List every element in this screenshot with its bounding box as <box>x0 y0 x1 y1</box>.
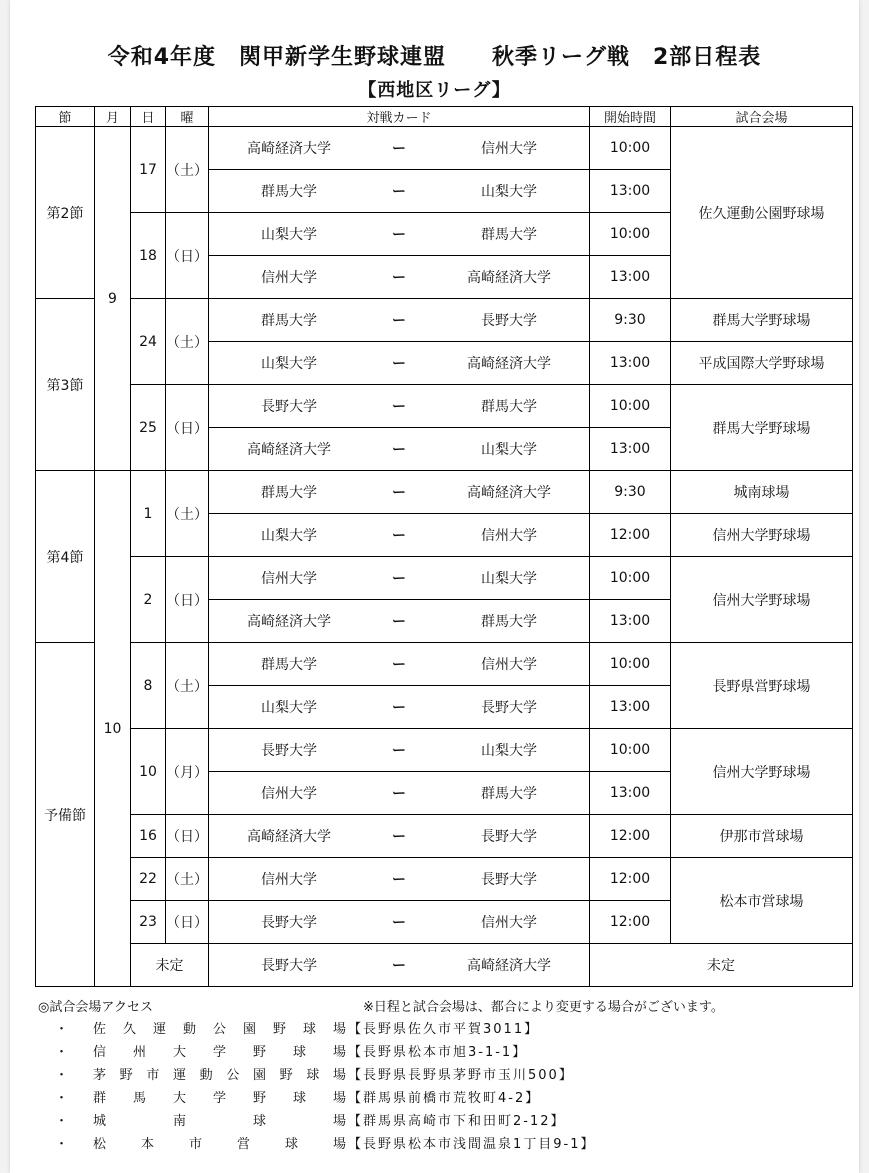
venue-cell: 信州大学野球場 <box>671 729 853 815</box>
away-team: 信州大学 <box>481 915 537 931</box>
match-card <box>209 170 590 213</box>
home-team: 高崎経済大学 <box>247 829 331 845</box>
weekday-cell: （月） <box>166 729 209 815</box>
home-team: 山梨大学 <box>261 227 317 243</box>
start-time: 13:00 <box>590 686 671 729</box>
match-card <box>209 901 590 944</box>
setsu-cell: 第3節 <box>36 299 95 471</box>
start-time: 12:00 <box>590 815 671 858</box>
vs-dash: ー <box>392 614 406 630</box>
month-cell: 10 <box>95 471 131 987</box>
start-time: 9:30 <box>590 299 671 342</box>
away-team: 長野大学 <box>481 829 537 845</box>
weekday-cell: （日） <box>166 815 209 858</box>
table-row <box>36 557 853 600</box>
day-cell: 25 <box>131 385 166 471</box>
match-card <box>209 643 590 686</box>
header-card: 対戦カード <box>209 107 590 127</box>
vs-dash: ー <box>392 485 406 501</box>
match-card <box>209 385 590 428</box>
away-team: 信州大学 <box>481 141 537 157</box>
start-time: 13:00 <box>590 170 671 213</box>
venue-name: 城南球場 <box>93 1114 348 1129</box>
start-time: 13:00 <box>590 428 671 471</box>
table-row <box>36 944 853 987</box>
vs-dash: ー <box>392 657 406 673</box>
venue-address: 【長野県松本市旭3-1-1】 <box>348 1045 528 1060</box>
match-card <box>209 557 590 600</box>
match-card <box>209 944 590 987</box>
list-item <box>55 1018 596 1041</box>
start-time: 13:00 <box>590 600 671 643</box>
day-cell: 23 <box>131 901 166 944</box>
header-weekday: 曜 <box>166 107 209 127</box>
venue-cell: 平成国際大学野球場 <box>671 342 853 385</box>
venue-address: 【長野県長野県茅野市玉川500】 <box>348 1068 574 1083</box>
match-card <box>209 514 590 557</box>
vs-dash: ー <box>392 184 406 200</box>
weekday-cell: （日） <box>166 557 209 643</box>
table-row <box>36 385 853 428</box>
weekday-cell: （土） <box>166 471 209 557</box>
list-item <box>55 1133 596 1156</box>
away-team: 信州大学 <box>481 528 537 544</box>
header-setsu: 節 <box>36 107 95 127</box>
vs-dash: ー <box>392 700 406 716</box>
away-team: 群馬大学 <box>481 227 537 243</box>
home-team: 高崎経済大学 <box>247 614 331 630</box>
weekday-cell: （日） <box>166 901 209 944</box>
table-row <box>36 299 853 342</box>
venue-cell: 群馬大学野球場 <box>671 385 853 471</box>
day-cell: 22 <box>131 858 166 901</box>
start-time: 12:00 <box>590 858 671 901</box>
venue-address: 【長野県佐久市平賀3011】 <box>348 1022 540 1037</box>
away-team: 高崎経済大学 <box>467 356 551 372</box>
match-card <box>209 213 590 256</box>
day-cell: 17 <box>131 127 166 213</box>
venue-address: 【群馬県前橋市荒牧町4-2】 <box>348 1091 541 1106</box>
header-venue: 試合会場 <box>671 107 853 127</box>
vs-dash: ー <box>392 829 406 845</box>
table-row <box>36 127 853 170</box>
venue-access-list <box>55 1018 596 1156</box>
bullet: ・ <box>55 1045 69 1060</box>
away-team: 群馬大学 <box>481 399 537 415</box>
day-cell: 未定 <box>131 944 209 987</box>
day-cell: 18 <box>131 213 166 299</box>
start-time: 12:00 <box>590 901 671 944</box>
setsu-cell: 第4節 <box>36 471 95 643</box>
start-time: 未定 <box>590 944 853 987</box>
start-time: 10:00 <box>590 127 671 170</box>
table-row <box>36 858 853 901</box>
venue-address: 【群馬県高崎市下和田町2-12】 <box>348 1114 566 1129</box>
away-team: 高崎経済大学 <box>467 485 551 501</box>
match-card <box>209 772 590 815</box>
weekday-cell: （土） <box>166 858 209 901</box>
match-card <box>209 256 590 299</box>
away-team: 群馬大学 <box>481 786 537 802</box>
header-start-time: 開始時間 <box>590 107 671 127</box>
day-cell: 24 <box>131 299 166 385</box>
table-row <box>36 471 853 514</box>
match-card <box>209 858 590 901</box>
home-team: 群馬大学 <box>261 184 317 200</box>
home-team: 山梨大学 <box>261 356 317 372</box>
vs-dash: ー <box>392 399 406 415</box>
vs-dash: ー <box>392 872 406 888</box>
home-team: 信州大学 <box>261 270 317 286</box>
change-notice: ※日程と試合会場は、都合により変更する場合がございます。 <box>363 1000 724 1015</box>
vs-dash: ー <box>392 141 406 157</box>
vs-dash: ー <box>392 915 406 931</box>
match-card <box>209 686 590 729</box>
home-team: 信州大学 <box>261 872 317 888</box>
venue-cell: 城南球場 <box>671 471 853 514</box>
access-heading: ◎試合会場アクセス <box>38 1000 153 1015</box>
match-card <box>209 428 590 471</box>
start-time: 10:00 <box>590 385 671 428</box>
home-team: 山梨大学 <box>261 700 317 716</box>
venue-cell: 信州大学野球場 <box>671 557 853 643</box>
venue-cell: 伊那市営球場 <box>671 815 853 858</box>
weekday-cell: （土） <box>166 127 209 213</box>
list-item <box>55 1064 596 1087</box>
start-time: 13:00 <box>590 342 671 385</box>
bullet: ・ <box>55 1114 69 1129</box>
start-time: 13:00 <box>590 772 671 815</box>
day-cell: 1 <box>131 471 166 557</box>
match-card <box>209 299 590 342</box>
venue-cell: 松本市営球場 <box>671 858 853 944</box>
away-team: 長野大学 <box>481 872 537 888</box>
weekday-cell: （土） <box>166 299 209 385</box>
home-team: 信州大学 <box>261 786 317 802</box>
match-card <box>209 815 590 858</box>
header-month: 月 <box>95 107 131 127</box>
table-header-row <box>36 107 853 127</box>
setsu-cell: 予備節 <box>36 643 95 987</box>
away-team: 山梨大学 <box>481 743 537 759</box>
weekday-cell: （日） <box>166 385 209 471</box>
venue-name: 信州大学野球場 <box>93 1045 348 1060</box>
weekday-cell: （日） <box>166 213 209 299</box>
vs-dash: ー <box>392 528 406 544</box>
vs-dash: ー <box>392 958 406 974</box>
start-time: 10:00 <box>590 643 671 686</box>
match-card <box>209 342 590 385</box>
bullet: ・ <box>55 1091 69 1106</box>
schedule-table <box>35 106 853 987</box>
away-team: 山梨大学 <box>481 442 537 458</box>
vs-dash: ー <box>392 743 406 759</box>
bullet: ・ <box>55 1068 69 1083</box>
day-cell: 2 <box>131 557 166 643</box>
match-card <box>209 600 590 643</box>
venue-cell: 信州大学野球場 <box>671 514 853 557</box>
away-team: 山梨大学 <box>481 184 537 200</box>
away-team: 群馬大学 <box>481 614 537 630</box>
venue-name: 茅野市運動公園野球場 <box>93 1068 348 1083</box>
venue-name: 佐久運動公園野球場 <box>93 1022 348 1037</box>
vs-dash: ー <box>392 442 406 458</box>
away-team: 高崎経済大学 <box>467 270 551 286</box>
day-cell: 10 <box>131 729 166 815</box>
setsu-cell: 第2節 <box>36 127 95 299</box>
away-team: 長野大学 <box>481 313 537 329</box>
start-time: 10:00 <box>590 557 671 600</box>
day-cell: 16 <box>131 815 166 858</box>
weekday-cell: （土） <box>166 643 209 729</box>
away-team: 高崎経済大学 <box>467 958 551 974</box>
list-item <box>55 1087 596 1110</box>
start-time: 9:30 <box>590 471 671 514</box>
vs-dash: ー <box>392 227 406 243</box>
venue-cell: 群馬大学野球場 <box>671 299 853 342</box>
home-team: 長野大学 <box>261 399 317 415</box>
vs-dash: ー <box>392 313 406 329</box>
header-day: 日 <box>131 107 166 127</box>
table-row <box>36 815 853 858</box>
vs-dash: ー <box>392 356 406 372</box>
page-title: 令和4年度 関甲新学生野球連盟 秋季リーグ戦 2部日程表 <box>107 45 762 70</box>
page-subtitle: 【西地区リーグ】 <box>358 80 511 101</box>
table-row <box>36 643 853 686</box>
list-item <box>55 1041 596 1064</box>
home-team: 群馬大学 <box>261 313 317 329</box>
bullet: ・ <box>55 1022 69 1037</box>
away-team: 信州大学 <box>481 657 537 673</box>
home-team: 長野大学 <box>261 743 317 759</box>
away-team: 長野大学 <box>481 700 537 716</box>
vs-dash: ー <box>392 270 406 286</box>
start-time: 13:00 <box>590 256 671 299</box>
start-time: 10:00 <box>590 213 671 256</box>
vs-dash: ー <box>392 571 406 587</box>
home-team: 群馬大学 <box>261 485 317 501</box>
away-team: 山梨大学 <box>481 571 537 587</box>
home-team: 高崎経済大学 <box>247 141 331 157</box>
match-card <box>209 729 590 772</box>
home-team: 高崎経済大学 <box>247 442 331 458</box>
bullet: ・ <box>55 1137 69 1152</box>
venue-name: 松本市営球場 <box>93 1137 348 1152</box>
home-team: 長野大学 <box>261 915 317 931</box>
home-team: 群馬大学 <box>261 657 317 673</box>
home-team: 長野大学 <box>261 958 317 974</box>
home-team: 山梨大学 <box>261 528 317 544</box>
venue-cell: 佐久運動公園野球場 <box>671 127 853 299</box>
match-card <box>209 471 590 514</box>
venue-name: 群馬大学野球場 <box>93 1091 348 1106</box>
start-time: 12:00 <box>590 514 671 557</box>
start-time: 10:00 <box>590 729 671 772</box>
vs-dash: ー <box>392 786 406 802</box>
table-row <box>36 729 853 772</box>
day-cell: 8 <box>131 643 166 729</box>
venue-address: 【長野県松本市浅間温泉1丁目9-1】 <box>348 1137 596 1152</box>
match-card <box>209 127 590 170</box>
home-team: 信州大学 <box>261 571 317 587</box>
list-item <box>55 1110 596 1133</box>
month-cell: 9 <box>95 127 131 471</box>
venue-cell: 長野県営野球場 <box>671 643 853 729</box>
